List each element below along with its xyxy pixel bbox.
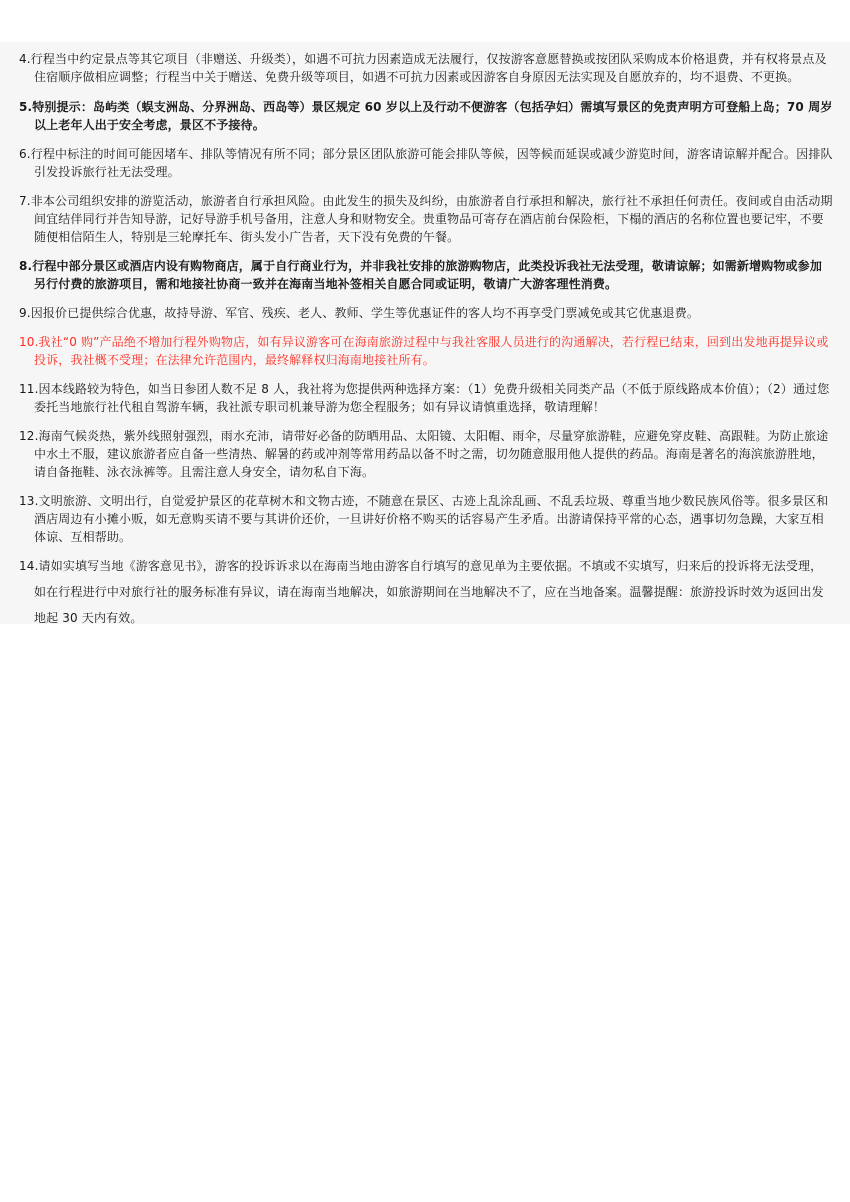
term-number: 7. (19, 194, 31, 208)
term-text: 我社“0 购”产品绝不增加行程外购物店，如有异议游客可在海南旅游过程中与我社客服人员进行的沟通解决，若行程已结束，回到出发地再提异议或投诉，我社概不受理；在法律允许范围内，最终解释权归海南地接社所有。 (34, 335, 829, 367)
term-item-11 (19, 380, 834, 416)
term-text: 因报价已提供综合优惠，故持导游、军官、残疾、老人、教师、学生等优惠证件的客人均不再享受门票减免或其它优惠退费。 (30, 306, 700, 320)
term-item-6 (19, 145, 834, 181)
term-number: 11. (19, 382, 39, 396)
term-text: 请如实填写当地《游客意见书》，游客的投诉诉求以在海南当地由游客自行填写的意见单为主要依据。不填或不实填写，归来后的投诉将无法受理，如在行程进行中对旅行社的服务标准有异议，请在海南当地解决，如旅游期间在当地解决不了，应在当地备案。温馨提醒：旅游投诉时效为返回出发地起 30 天内有效。 (34, 559, 824, 625)
term-number: 5. (19, 100, 33, 114)
term-text: 特别提示：岛屿类（蜈支洲岛、分界洲岛、西岛等）景区规定 60 岁以上及行动不便游客（包括孕妇）需填写景区的免责声明方可登船上岛；70 周岁以上老年人出于安全考虑，景区不予接待。 (32, 100, 833, 132)
term-text: 行程中部分景区或酒店内设有购物商店，属于自行商业行为，并非我社安排的旅游购物店，此类投诉我社无法受理，敬请谅解；如需新增购物或参加另行付费的旅游项目，需和地接社协商一致并在海南当地补签相关自愿合同或证明，敬请广大游客理性消费。 (32, 259, 822, 291)
term-text: 因本线路较为特色，如当日参团人数不足 8 人，我社将为您提供两种选择方案：（1）免费升级相关同类产品（不低于原线路成本价值）；（2）通过您委托当地旅行社代租自驾游车辆，我社派专职司机兼导游为您全程服务；如有异议请慎重选择，敬请理解！ (34, 382, 830, 414)
terms-list (19, 50, 834, 642)
term-number: 8. (19, 259, 33, 273)
term-item-4 (19, 50, 834, 86)
term-text: 文明旅游、文明出行，自觉爱护景区的花草树木和文物古迹，不随意在景区、古迹上乱涂乱画、不乱丢垃圾、尊重当地少数民族风俗等。很多景区和酒店周边有小摊小贩，如无意购买请不要与其讲价还价，一旦讲好价格不购买的话容易产生矛盾。出游请保持平常的心态，遇事切勿急躁，大家互相体谅、互相帮助。 (34, 494, 829, 544)
term-item-14 (19, 553, 834, 631)
term-item-13 (19, 492, 834, 546)
term-number: 13. (19, 494, 39, 508)
term-text: 行程当中约定景点等其它项目（非赠送、升级类），如遇不可抗力因素造成无法履行，仅按游客意愿替换或按团队采购成本价格退费，并有权将景点及住宿顺序做相应调整；行程当中关于赠送、免费升级等项目，如遇不可抗力因素或因游客自身原因无法实现及自愿放弃的，均不退费、不更换。 (30, 52, 827, 84)
term-item-5-special-notice (19, 98, 834, 134)
term-number: 9. (19, 306, 31, 320)
term-item-10-zero-shopping (19, 333, 834, 369)
term-number: 10. (19, 335, 39, 349)
term-number: 12. (19, 429, 39, 443)
term-number: 4. (19, 52, 31, 66)
term-text: 非本公司组织安排的游览活动，旅游者自行承担风险。由此发生的损失及纠纷，由旅游者自行承担和解决，旅行社不承担任何责任。夜间或自由活动期间宜结伴同行并告知导游，记好导游手机号备用，注意人身和财物安全。贵重物品可寄存在酒店前台保险柜，下榻的酒店的名称位置也要记牢，不要随便相信陌生人，特别是三轮摩托车、街头发小广告者，天下没有免费的午餐。 (30, 194, 833, 244)
term-item-9 (19, 304, 834, 322)
term-number: 14. (19, 559, 39, 573)
term-item-12 (19, 427, 834, 481)
term-number: 6. (19, 147, 31, 161)
term-item-7 (19, 192, 834, 246)
term-text: 行程中标注的时间可能因堵车、排队等情况有所不同；部分景区团队旅游可能会排队等候，因等候而延误或减少游览时间，游客请谅解并配合。因排队引发投诉旅行社无法受理。 (30, 147, 833, 179)
term-item-8-shopping-notice (19, 257, 834, 293)
term-text: 海南气候炎热，紫外线照射强烈，雨水充沛，请带好必备的防晒用品、太阳镜、太阳帽、雨伞，尽量穿旅游鞋，应避免穿皮鞋、高跟鞋。为防止旅途中水土不服，建议旅游者应自备一些清热、解暑的药或冲剂等常用药品以备不时之需，切勿随意服用他人提供的药品。海南是著名的海滨旅游胜地，请自备拖鞋、泳衣泳裤等。且需注意人身安全，请勿私自下海。 (34, 429, 829, 479)
